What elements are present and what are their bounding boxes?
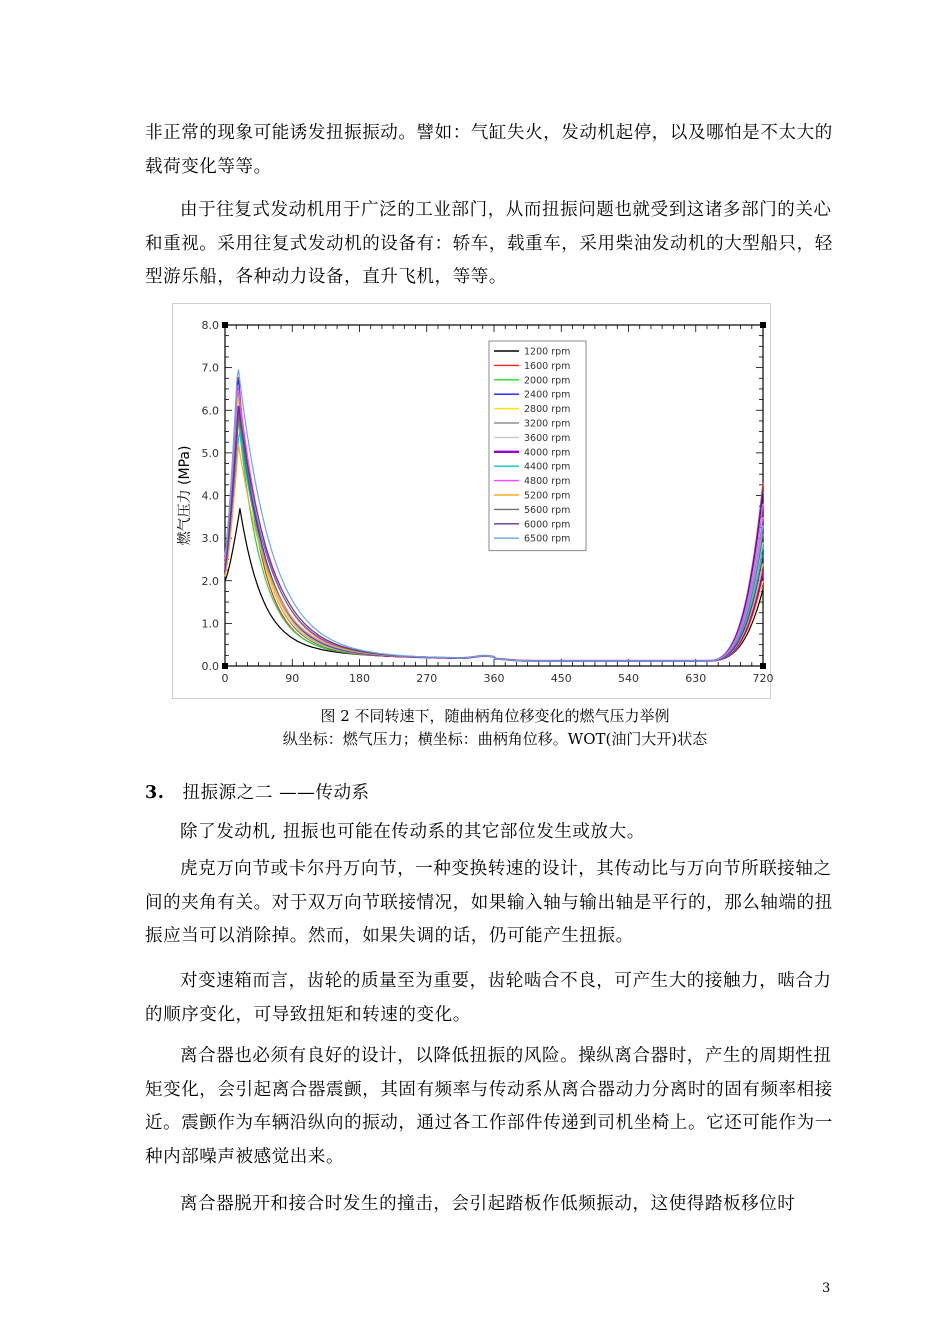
legend-label: 5600 rpm (524, 504, 571, 516)
x-tick-label: 0 (221, 672, 229, 685)
paragraph-4: 虎克万向节或卡尔丹万向节，一种变换转速的设计，其传动比与万向节所联接轴之间的夹角有关。对于双万向节联接情况，如果输入轴与输出轴是平行的，那么轴端的扭振应当可以消除掉。然而，如果失调的话，仍可能产生扭振。 (145, 859, 833, 946)
legend-label: 1600 rpm (524, 360, 571, 372)
y-tick-label: 8.0 (201, 319, 219, 332)
legend-label: 3600 rpm (524, 432, 571, 444)
figure-frame (172, 303, 774, 699)
x-tick-label: 180 (349, 672, 370, 685)
y-tick-label: 6.0 (201, 404, 219, 418)
pressure-chart (173, 304, 774, 698)
section-title: 扭振源之二 ——传动系 (182, 783, 370, 803)
y-axis-label: 燃气压力 (MPa) (177, 445, 193, 546)
legend-label: 4000 rpm (524, 447, 571, 459)
legend-label: 5200 rpm (524, 490, 571, 502)
y-tick-label: 3.0 (201, 532, 219, 546)
legend-label: 4400 rpm (524, 461, 571, 473)
paragraph-1: 非正常的现象可能诱发扭振振动。譬如：气缸失火，发动机起停，以及哪怕是不太大的载荷变化等等。 (145, 123, 833, 177)
legend-label: 1200 rpm (524, 346, 571, 358)
paragraph-6: 离合器也必须有良好的设计，以降低扭振的风险。操纵离合器时，产生的周期性扭矩变化，会引起离合器震颤，其固有频率与传动系从离合器动力分离时的固有频率相接近。震颤作为车辆沿纵向的振动，通过各工作部件传递到司机坐椅上。它还可能作为一种内部噪声被感觉出来。 (145, 1046, 833, 1167)
y-tick-label: 5.0 (201, 446, 219, 460)
x-tick-label: 270 (416, 672, 438, 685)
legend-label: 6000 rpm (524, 519, 571, 531)
x-tick-label: 540 (618, 672, 639, 685)
y-tick-label: 7.0 (201, 361, 219, 375)
legend-label: 6500 rpm (524, 533, 571, 545)
legend-label: 4800 rpm (524, 476, 571, 488)
paragraph-2: 由于往复式发动机用于广泛的工业部门，从而扭振问题也就受到这诸多部门的关心和重视。采用往复式发动机的设备有：轿车，载重车，采用柴油发动机的大型船只，轻型游乐船，各种动力设备，直升飞机，等等。 (145, 200, 833, 287)
legend-label: 2400 rpm (524, 389, 571, 401)
x-tick-label: 450 (550, 672, 572, 685)
figure-caption-2: 纵坐标：燃气压力；横坐标：曲柄角位移。WOT(油门大开)状态 (282, 730, 708, 748)
y-tick-label: 4.0 (201, 489, 219, 503)
legend-label: 3200 rpm (524, 418, 571, 430)
legend-label: 2000 rpm (524, 375, 571, 387)
paragraph-5: 对变速箱而言，齿轮的质量至为重要，齿轮啮合不良，可产生大的接触力，啮合力的顺序变化，可导致扭矩和转速的变化。 (145, 971, 832, 1025)
section-heading (145, 779, 370, 804)
y-tick-label: 2.0 (201, 574, 219, 588)
legend-label: 2800 rpm (524, 404, 571, 416)
x-tick-label: 630 (685, 672, 707, 685)
paragraph-7: 离合器脱开和接合时发生的撞击，会引起踏板作低频振动，这使得踏板移位时 (180, 1194, 796, 1214)
figure-caption-1: 图 2 不同转速下，随曲柄角位移变化的燃气压力举例 (320, 707, 670, 725)
y-tick-label: 0.0 (201, 660, 219, 673)
y-tick-label: 1.0 (201, 617, 219, 631)
x-tick-label: 720 (752, 672, 774, 685)
paragraph-3: 除了发动机, 扭振也可能在传动系的其它部位发生或放大。 (180, 822, 645, 842)
page-number: 3 (822, 1281, 831, 1296)
x-tick-label: 90 (285, 672, 300, 685)
x-tick-label: 360 (483, 672, 505, 685)
section-number: 3. (145, 783, 165, 803)
